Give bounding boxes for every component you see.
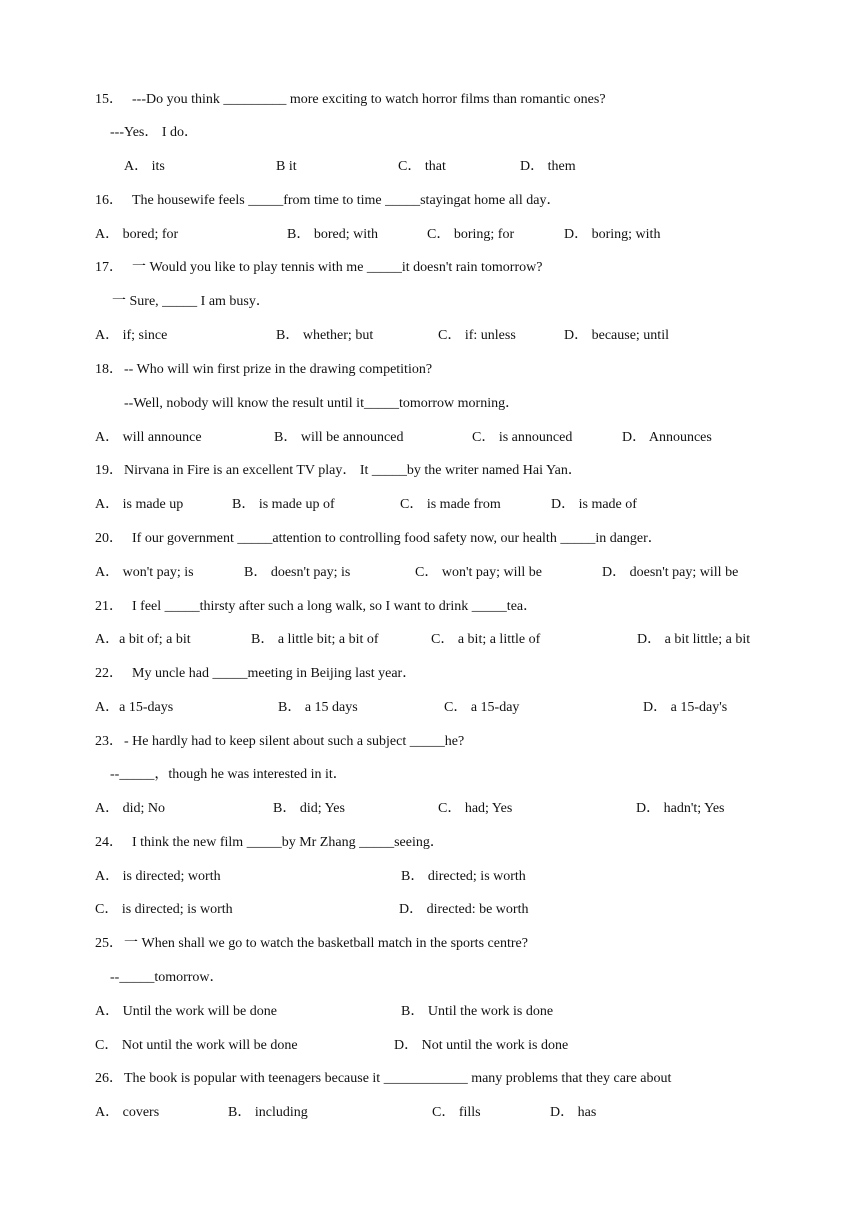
question-15-stem [0, 90, 606, 110]
option-b[interactable]: B it [276, 159, 297, 174]
option-b[interactable]: B． a little bit; a bit of [251, 632, 379, 647]
question-23-stem [0, 732, 465, 752]
question-21-stem [0, 597, 538, 617]
question-17-stem [0, 258, 543, 278]
option-b[interactable]: B． directed; is worth [401, 869, 526, 884]
question-25-stem [0, 934, 528, 954]
question-number: 19． [95, 463, 123, 478]
question-25-options-row-2 [0, 1036, 569, 1056]
option-d[interactable]: D． directed: be worth [399, 902, 529, 917]
option-d[interactable]: D． is made of [551, 497, 637, 512]
question-15-reply [0, 123, 199, 143]
question-18-options [0, 428, 712, 448]
option-b[interactable]: B． Until the work is done [401, 1004, 554, 1019]
question-text: I think the new film _____by Mr Zhang _____seeing． [132, 835, 444, 850]
option-b[interactable]: B． doesn't pay; is [244, 565, 351, 580]
question-16-options [0, 225, 661, 245]
question-number: 15． [95, 92, 123, 107]
option-d[interactable]: D． hadn't; Yes [636, 801, 725, 816]
question-text: - He hardly had to keep silent about such a subject _____he? [124, 734, 465, 749]
question-24-options-row-2 [0, 900, 529, 920]
question-17-options [0, 326, 669, 346]
option-d[interactable]: D． boring; with [564, 227, 661, 242]
question-number: 18． [95, 362, 123, 377]
question-number: 17． [95, 260, 123, 275]
option-c[interactable]: C． fills [432, 1105, 481, 1120]
reply-text: --_____tomorrow． [110, 970, 224, 985]
question-number: 26． [95, 1071, 123, 1086]
reply-text: --Well, nobody will know the result until it_____tomorrow morning． [124, 396, 520, 411]
option-d[interactable]: D． Not until the work is done [394, 1038, 569, 1053]
option-d[interactable]: D． because; until [564, 328, 669, 343]
option-a[interactable]: A．a 15-days [95, 700, 174, 715]
question-25-reply [0, 968, 224, 988]
question-21-options [0, 630, 751, 650]
option-d[interactable]: D． them [520, 159, 576, 174]
question-26-stem [0, 1069, 672, 1089]
option-a[interactable]: A． will announce [95, 430, 202, 445]
option-d[interactable]: D． doesn't pay; will be [602, 565, 739, 580]
reply-text: ---Yes． I do． [110, 125, 199, 140]
question-25-options-row-1 [0, 1002, 554, 1022]
option-a[interactable]: A． won't pay; is [95, 565, 194, 580]
question-19-stem [0, 461, 582, 481]
option-a[interactable]: A． its [124, 159, 165, 174]
question-text: My uncle had _____meeting in Beijing last year． [132, 666, 417, 681]
reply-text: --_____，though he was interested in it． [110, 767, 347, 782]
option-c[interactable]: C． a 15-day [444, 700, 520, 715]
question-18-reply [0, 394, 520, 414]
option-c[interactable]: C． is made from [400, 497, 501, 512]
option-c[interactable]: C． boring; for [427, 227, 515, 242]
option-b[interactable]: B． a 15 days [278, 700, 358, 715]
question-20-stem [0, 529, 662, 549]
option-d[interactable]: D． a bit little; a bit [637, 632, 751, 647]
question-26-options [0, 1103, 597, 1123]
option-b[interactable]: B． including [228, 1105, 308, 1120]
question-text: The housewife feels _____from time to time _____stayingat home all day． [132, 193, 561, 208]
option-d[interactable]: D． has [550, 1105, 597, 1120]
option-c[interactable]: C． Not until the work will be done [95, 1038, 298, 1053]
question-text: -- Who will win first prize in the drawing competition? [124, 362, 433, 377]
question-text: ---Do you think _________ more exciting to watch horror films than romantic ones? [132, 92, 606, 107]
question-number: 20． [95, 531, 123, 546]
option-b[interactable]: B． is made up of [232, 497, 335, 512]
option-c[interactable]: C． a bit; a little of [431, 632, 541, 647]
option-a[interactable]: A． is made up [95, 497, 184, 512]
question-16-stem [0, 191, 561, 211]
question-19-options [0, 495, 637, 515]
option-c[interactable]: C． won't pay; will be [415, 565, 542, 580]
question-number: 25． [95, 936, 123, 951]
option-d[interactable]: D． Announces [622, 430, 712, 445]
option-c[interactable]: C． if: unless [438, 328, 516, 343]
option-c[interactable]: C． that [398, 159, 446, 174]
question-15-options [0, 157, 576, 177]
option-a[interactable]: A． Until the work will be done [95, 1004, 277, 1019]
question-18-stem [0, 360, 433, 380]
question-24-options-row-1 [0, 867, 526, 887]
question-text: I feel _____thirsty after such a long walk, so I want to drink _____tea． [132, 599, 538, 614]
question-number: 16． [95, 193, 123, 208]
option-a[interactable]: A． did; No [95, 801, 165, 816]
question-23-reply [0, 765, 347, 785]
question-number: 22． [95, 666, 123, 681]
question-22-options [0, 698, 728, 718]
question-24-stem [0, 833, 444, 853]
option-d[interactable]: D． a 15-day's [643, 700, 728, 715]
question-20-options [0, 563, 739, 583]
option-b[interactable]: B． bored; with [287, 227, 378, 242]
option-c[interactable]: C． is directed; is worth [95, 902, 233, 917]
question-23-options [0, 799, 725, 819]
option-c[interactable]: C． is announced [472, 430, 573, 445]
question-text: If our government _____attention to controlling food safety now, our health _____in danger． [132, 531, 662, 546]
option-b[interactable]: B． will be announced [274, 430, 404, 445]
option-b[interactable]: B． did; Yes [273, 801, 345, 816]
question-number: 23． [95, 734, 123, 749]
question-text: Nirvana in Fire is an excellent TV play． It _____by the writer named Hai Yan． [124, 463, 582, 478]
option-a[interactable]: A．a bit of; a bit [95, 632, 191, 647]
reply-text: 一 Sure, _____ I am busy． [112, 294, 270, 309]
question-22-stem [0, 664, 417, 684]
question-number: 21． [95, 599, 123, 614]
question-text: 一 Would you like to play tennis with me _____it doesn't rain tomorrow? [132, 260, 543, 275]
question-number: 24． [95, 835, 123, 850]
question-text: 一 When shall we go to watch the basketball match in the sports centre? [124, 936, 528, 951]
option-a[interactable]: A． is directed; worth [95, 869, 221, 884]
question-17-reply [0, 292, 270, 312]
option-a[interactable]: A． covers [95, 1105, 160, 1120]
option-b[interactable]: B． whether; but [276, 328, 374, 343]
option-a[interactable]: A． bored; for [95, 227, 179, 242]
option-a[interactable]: A． if; since [95, 328, 168, 343]
question-text: The book is popular with teenagers because it ____________ many problems that they care about [124, 1071, 672, 1086]
option-c[interactable]: C． had; Yes [438, 801, 513, 816]
